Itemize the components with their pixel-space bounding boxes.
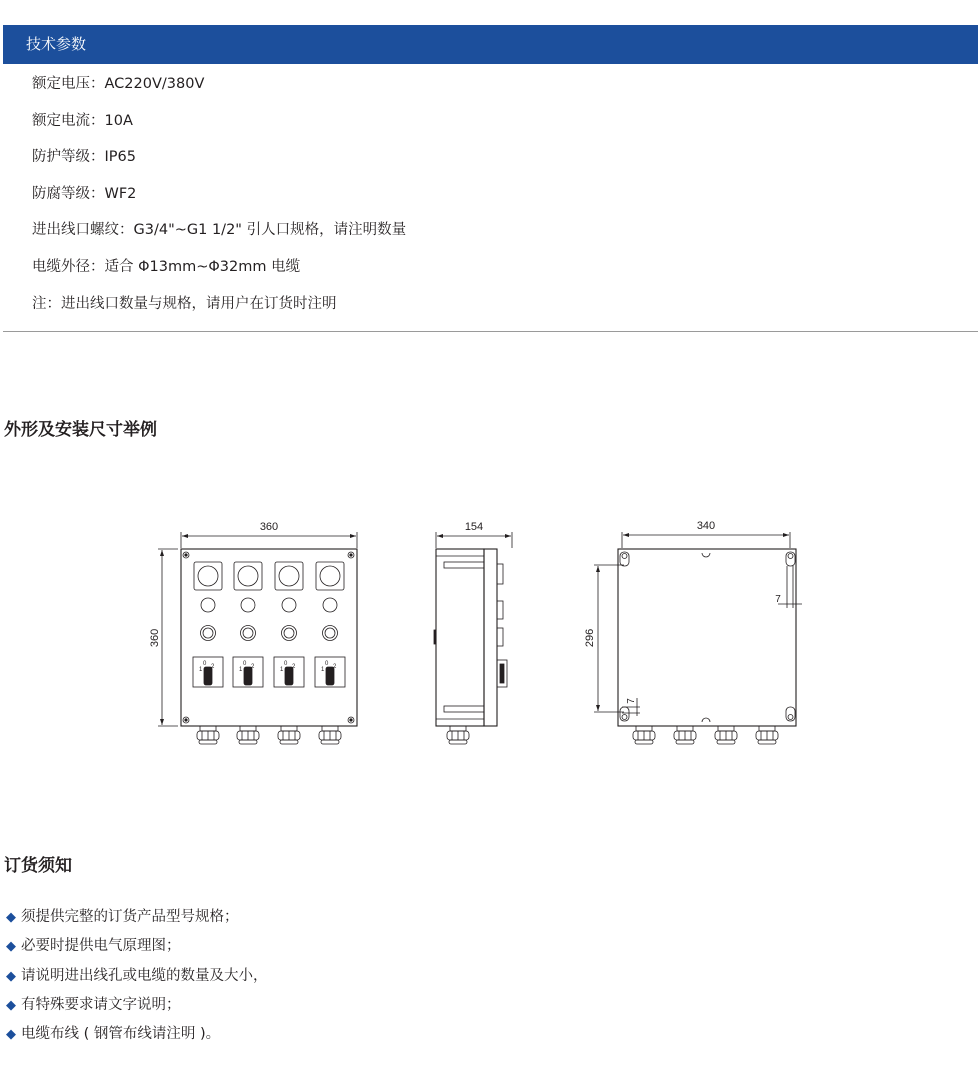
svg-text:1: 1 xyxy=(239,667,243,673)
side-depth-label: 154 xyxy=(464,521,484,533)
dimension-drawings xyxy=(0,500,980,760)
param-rated-current: 额定电流：10A xyxy=(32,112,133,129)
list-item: ◆ 电缆布线 ( 钢管布线请注明 )。 xyxy=(6,1026,221,1043)
param-protection-grade: 防护等级：IP65 xyxy=(32,149,136,166)
front-view-drawing xyxy=(149,521,357,744)
svg-text:0: 0 xyxy=(243,661,247,667)
param-note: 注：进出线口数量与规格，请用户在订货时注明 xyxy=(32,295,337,312)
list-item: ◆ 必要时提供电气原理图； xyxy=(6,938,181,955)
svg-text:0: 0 xyxy=(325,661,329,667)
list-item: ◆ 请说明进出线孔或电缆的数量及大小， xyxy=(6,967,268,984)
offset-top-label: 7 xyxy=(775,594,781,605)
front-width-label: 360 xyxy=(259,521,279,533)
svg-text:0: 0 xyxy=(203,661,207,667)
svg-text:1: 1 xyxy=(280,667,284,673)
diamond-bullet-icon: ◆ xyxy=(6,939,16,955)
tech-params-header xyxy=(3,25,978,64)
svg-text:0: 0 xyxy=(284,661,288,667)
diamond-bullet-icon: ◆ xyxy=(6,968,16,984)
list-item: ◆ 有特殊要求请文字说明； xyxy=(6,996,181,1013)
diamond-bullet-icon: ◆ xyxy=(6,997,16,1013)
svg-text:2: 2 xyxy=(211,664,215,670)
svg-text:2: 2 xyxy=(333,664,337,670)
param-rated-voltage: 额定电压：AC220V/380V xyxy=(32,76,205,92)
mounting-view-drawing xyxy=(584,520,802,744)
section-divider xyxy=(3,331,978,332)
tech-params-list xyxy=(32,68,406,324)
dimensions-title: 外形及安装尺寸举例 xyxy=(4,420,157,440)
svg-text:1: 1 xyxy=(199,667,203,673)
tech-params-title: 技术参数 xyxy=(26,35,87,53)
param-cable-diameter: 电缆外径：适合 Φ13mm~Φ32mm 电缆 xyxy=(32,258,301,275)
diamond-bullet-icon: ◆ xyxy=(6,1027,16,1043)
mount-height-label: 296 xyxy=(584,628,596,648)
offset-bottom-label: 7 xyxy=(626,698,637,704)
ordering-title: 订货须知 xyxy=(4,856,72,876)
param-anticorrosion-grade: 防腐等级：WF2 xyxy=(32,185,137,202)
ordering-list xyxy=(6,903,268,1049)
mount-width-label: 340 xyxy=(696,520,716,532)
diamond-bullet-icon: ◆ xyxy=(6,910,16,925)
side-view-drawing xyxy=(434,521,512,744)
param-entry-thread: 进出线口螺纹：G3/4"~G1 1/2" 引人口规格，请注明数量 xyxy=(32,222,407,239)
front-height-label: 360 xyxy=(149,628,161,648)
svg-text:2: 2 xyxy=(292,664,296,670)
svg-text:2: 2 xyxy=(251,664,255,670)
svg-text:1: 1 xyxy=(321,667,325,673)
list-item: ◆ 须提供完整的订货产品型号规格； xyxy=(6,909,239,925)
